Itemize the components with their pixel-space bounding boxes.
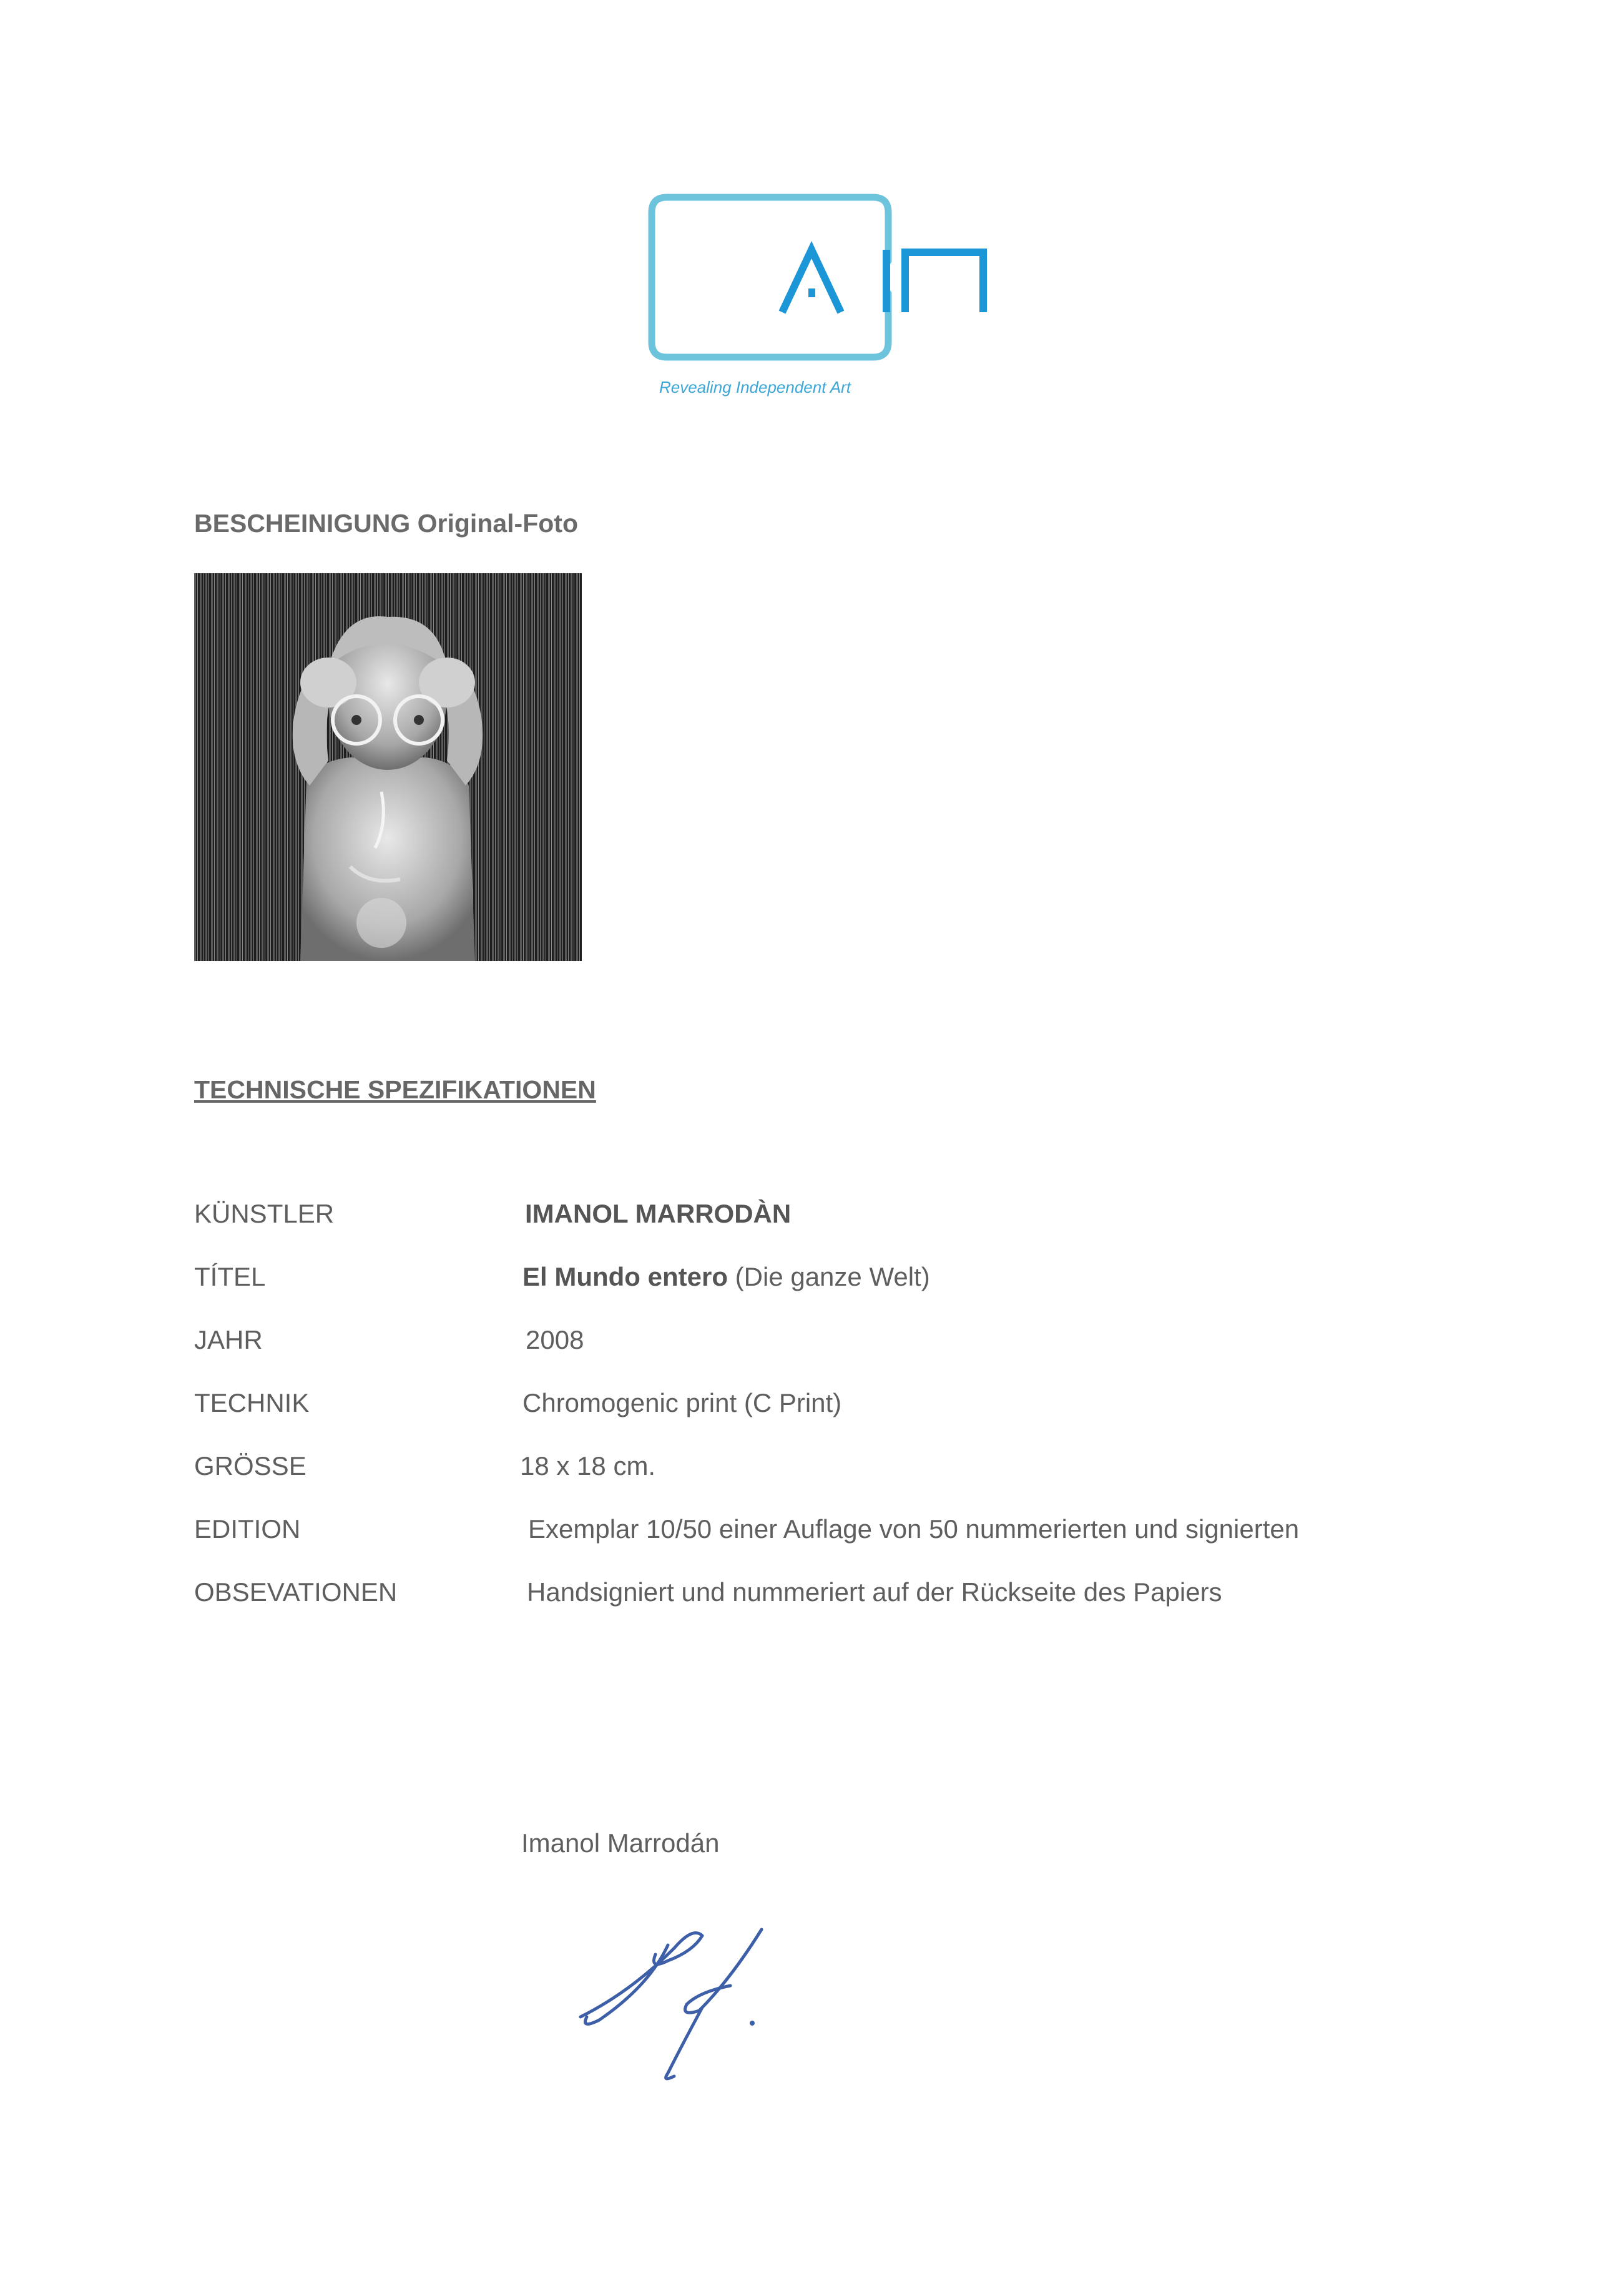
spec-label: KÜNSTLER (194, 1199, 335, 1228)
signature (574, 1917, 774, 2086)
spec-label: JAHR (194, 1325, 263, 1354)
document-heading: BESCHEINIGUNG Original-Foto (194, 509, 578, 538)
signer-name: Imanol Marrodán (521, 1828, 720, 1858)
spec-row-year (194, 1325, 1443, 1388)
spec-row-observations (194, 1577, 1443, 1640)
spec-row-artist (194, 1199, 1443, 1262)
artwork-photo (194, 573, 582, 961)
spec-row-edition (194, 1514, 1443, 1577)
spec-row-size (194, 1451, 1443, 1514)
spec-value: IMANOL MARRODÀN (525, 1199, 792, 1228)
spec-row-technique (194, 1388, 1443, 1451)
spec-label: EDITION (194, 1514, 301, 1544)
air-logo (637, 187, 1011, 412)
spec-label: TÍTEL (194, 1262, 266, 1291)
specs-heading: TECHNISCHE SPEZIFIKATIONEN (194, 1075, 596, 1104)
photo-boy-shower-icon (194, 573, 582, 961)
air-logo-icon (637, 187, 1011, 375)
spec-label: OBSEVATIONEN (194, 1577, 398, 1607)
spec-value: Handsigniert und nummeriert auf der Rückseite des Papiers (527, 1577, 1222, 1607)
specs-table (194, 1199, 1443, 1640)
spec-row-title (194, 1262, 1443, 1325)
spec-value: El Mundo entero (Die ganze Welt) (522, 1262, 930, 1291)
spec-label: TECHNIK (194, 1388, 310, 1417)
spec-label: GRÖSSE (194, 1451, 306, 1481)
logo-tagline: Revealing Independent Art (659, 378, 851, 397)
spec-value: Chromogenic print (C Print) (522, 1388, 842, 1417)
spec-value: Exemplar 10/50 einer Auflage von 50 nummerierten und signierten (528, 1514, 1300, 1544)
signature-icon (574, 1917, 774, 2086)
spec-value: 18 x 18 cm. (520, 1451, 656, 1481)
spec-value: 2008 (526, 1325, 584, 1354)
